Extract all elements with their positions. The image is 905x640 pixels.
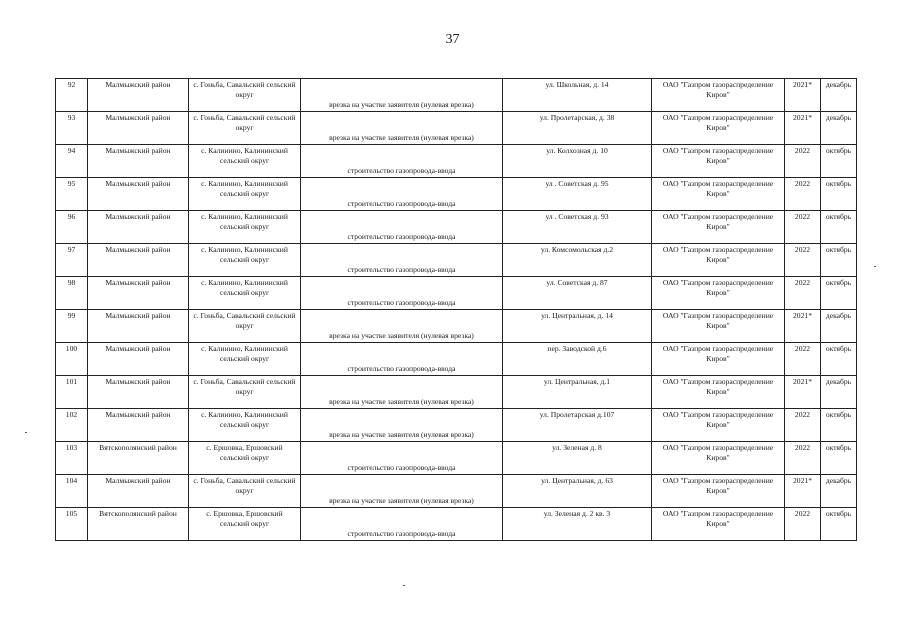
work-type-cell	[301, 178, 503, 211]
address-cell: ул. Комсомольская д.2	[503, 244, 652, 277]
district-cell: Малмыжский район	[88, 475, 189, 508]
work-type-text: врезка на участке заявителя (нулевая врезка)	[329, 397, 474, 406]
row-number-cell: 96	[56, 211, 88, 244]
table-row	[56, 211, 857, 244]
row-number-cell: 97	[56, 244, 88, 277]
work-type-text: строительство газопровода-ввода	[347, 265, 456, 274]
work-type-cell	[301, 277, 503, 310]
settlement-cell: с. Калинино, Калининский сельский округ	[189, 277, 301, 310]
settlement-cell: с. Гоньба, Савальский сельский округ	[189, 475, 301, 508]
work-type-cell	[301, 244, 503, 277]
year-cell: 2021*	[785, 376, 821, 409]
settlement-cell: с. Калинино, Калининский сельский округ	[189, 178, 301, 211]
work-type-cell	[301, 310, 503, 343]
month-cell: октябрь	[821, 145, 857, 178]
district-cell: Малмыжский район	[88, 310, 189, 343]
work-type-cell	[301, 211, 503, 244]
month-cell: декабрь	[821, 79, 857, 112]
district-cell: Вятскополянский район	[88, 508, 189, 541]
work-type-cell	[301, 112, 503, 145]
table-row	[56, 310, 857, 343]
district-cell: Малмыжский район	[88, 277, 189, 310]
year-cell: 2021*	[785, 310, 821, 343]
gas-connection-table	[55, 78, 857, 541]
table-row	[56, 508, 857, 541]
settlement-cell: с. Калинино, Калининский сельский округ	[189, 409, 301, 442]
district-cell: Малмыжский район	[88, 409, 189, 442]
settlement-cell: с. Гоньба, Савальский сельский округ	[189, 310, 301, 343]
district-cell: Малмыжский район	[88, 178, 189, 211]
district-cell: Малмыжский район	[88, 112, 189, 145]
address-cell: ул . Советская д. 95	[503, 178, 652, 211]
address-cell: ул. Центральная, д.1	[503, 376, 652, 409]
table-row	[56, 79, 857, 112]
address-cell: ул. Зеленая д. 8	[503, 442, 652, 475]
district-cell: Малмыжский район	[88, 376, 189, 409]
table-row	[56, 442, 857, 475]
page-number: 37	[445, 32, 460, 47]
work-type-cell	[301, 442, 503, 475]
year-cell: 2022	[785, 343, 821, 376]
address-cell: ул. Центральная, д. 14	[503, 310, 652, 343]
row-number-cell: 105	[56, 508, 88, 541]
row-number-cell: 98	[56, 277, 88, 310]
work-type-text: врезка на участке заявителя (нулевая врезка)	[329, 496, 474, 505]
work-type-text: врезка на участке заявителя (нулевая врезка)	[329, 100, 474, 109]
work-type-cell	[301, 79, 503, 112]
organization-cell: ОАО "Газпром газораспределение Киров"	[652, 475, 785, 508]
address-cell: ул. Советская д. 87	[503, 277, 652, 310]
year-cell: 2021*	[785, 79, 821, 112]
organization-cell: ОАО "Газпром газораспределение Киров"	[652, 508, 785, 541]
month-cell: октябрь	[821, 343, 857, 376]
address-cell: ул. Пролетарская, д. 38	[503, 112, 652, 145]
settlement-cell: с. Калинино, Калининский сельский округ	[189, 211, 301, 244]
month-cell: октябрь	[821, 508, 857, 541]
row-number-cell: 103	[56, 442, 88, 475]
year-cell: 2022	[785, 178, 821, 211]
month-cell: октябрь	[821, 244, 857, 277]
district-cell: Малмыжский район	[88, 145, 189, 178]
organization-cell: ОАО "Газпром газораспределение Киров"	[652, 376, 785, 409]
settlement-cell: с. Ершовка, Ершовский сельский округ	[189, 508, 301, 541]
work-type-cell	[301, 475, 503, 508]
row-number-cell: 95	[56, 178, 88, 211]
work-type-text: строительство газопровода-ввода	[347, 199, 456, 208]
work-type-text: строительство газопровода-ввода	[347, 463, 456, 472]
organization-cell: ОАО "Газпром газораспределение Киров"	[652, 112, 785, 145]
work-type-text: строительство газопровода-ввода	[347, 166, 456, 175]
settlement-cell: с. Калинино, Калининский сельский округ	[189, 343, 301, 376]
work-type-cell	[301, 376, 503, 409]
month-cell: декабрь	[821, 112, 857, 145]
district-cell: Малмыжский район	[88, 244, 189, 277]
settlement-cell: с. Гоньба, Савальский сельский округ	[189, 112, 301, 145]
row-number-cell: 94	[56, 145, 88, 178]
work-type-text: строительство газопровода-ввода	[347, 298, 456, 307]
scan-speck	[25, 432, 27, 433]
settlement-cell: с. Калинино, Калининский сельский округ	[189, 244, 301, 277]
organization-cell: ОАО "Газпром газораспределение Киров"	[652, 211, 785, 244]
work-type-cell	[301, 343, 503, 376]
row-number-cell: 102	[56, 409, 88, 442]
table-row	[56, 376, 857, 409]
month-cell: октябрь	[821, 442, 857, 475]
address-cell: ул. Центральная, д. 63	[503, 475, 652, 508]
month-cell: декабрь	[821, 310, 857, 343]
organization-cell: ОАО "Газпром газораспределение Киров"	[652, 277, 785, 310]
row-number-cell: 93	[56, 112, 88, 145]
table-row	[56, 277, 857, 310]
address-cell: ул . Советская д. 93	[503, 211, 652, 244]
year-cell: 2022	[785, 145, 821, 178]
table-body	[56, 79, 857, 541]
table-row	[56, 178, 857, 211]
table-row	[56, 409, 857, 442]
district-cell: Малмыжский район	[88, 79, 189, 112]
month-cell: октябрь	[821, 211, 857, 244]
table-row	[56, 475, 857, 508]
work-type-cell	[301, 508, 503, 541]
address-cell: ул. Школьная, д. 14	[503, 79, 652, 112]
table-row	[56, 343, 857, 376]
district-cell: Вятскополянский район	[88, 442, 189, 475]
month-cell: декабрь	[821, 475, 857, 508]
month-cell: октябрь	[821, 178, 857, 211]
row-number-cell: 100	[56, 343, 88, 376]
address-cell: пер. Заводской д.6	[503, 343, 652, 376]
organization-cell: ОАО "Газпром газораспределение Киров"	[652, 79, 785, 112]
scan-speck	[874, 266, 876, 267]
organization-cell: ОАО "Газпром газораспределение Киров"	[652, 178, 785, 211]
table-row	[56, 112, 857, 145]
table-row	[56, 145, 857, 178]
month-cell: октябрь	[821, 277, 857, 310]
address-cell: ул. Пролетарская д.107	[503, 409, 652, 442]
settlement-cell: с. Ершовка, Ершовский сельский округ	[189, 442, 301, 475]
month-cell: октябрь	[821, 409, 857, 442]
settlement-cell: с. Гоньба, Савальский сельский округ	[189, 376, 301, 409]
year-cell: 2022	[785, 442, 821, 475]
address-cell: ул. Зеленая д. 2 кв. 3	[503, 508, 652, 541]
work-type-text: врезка на участке заявителя (нулевая врезка)	[329, 430, 474, 439]
address-cell: ул. Колхозная д. 10	[503, 145, 652, 178]
year-cell: 2022	[785, 277, 821, 310]
organization-cell: ОАО "Газпром газораспределение Киров"	[652, 409, 785, 442]
organization-cell: ОАО "Газпром газораспределение Киров"	[652, 244, 785, 277]
year-cell: 2022	[785, 211, 821, 244]
organization-cell: ОАО "Газпром газораспределение Киров"	[652, 343, 785, 376]
row-number-cell: 99	[56, 310, 88, 343]
organization-cell: ОАО "Газпром газораспределение Киров"	[652, 442, 785, 475]
district-cell: Малмыжский район	[88, 343, 189, 376]
year-cell: 2021*	[785, 475, 821, 508]
work-type-cell	[301, 145, 503, 178]
work-type-text: строительство газопровода-ввода	[347, 364, 456, 373]
work-type-text: строительство газопровода-ввода	[347, 232, 456, 241]
row-number-cell: 104	[56, 475, 88, 508]
year-cell: 2022	[785, 409, 821, 442]
work-type-cell	[301, 409, 503, 442]
year-cell: 2022	[785, 244, 821, 277]
year-cell: 2021*	[785, 112, 821, 145]
organization-cell: ОАО "Газпром газораспределение Киров"	[652, 310, 785, 343]
scan-speck	[403, 585, 405, 586]
organization-cell: ОАО "Газпром газораспределение Киров"	[652, 145, 785, 178]
work-type-text: строительство газопровода-ввода	[347, 529, 456, 538]
settlement-cell: с. Гоньба, Савальский сельский округ	[189, 79, 301, 112]
work-type-text: врезка на участке заявителя (нулевая врезка)	[329, 331, 474, 340]
settlement-cell: с. Калинино, Калининский сельский округ	[189, 145, 301, 178]
month-cell: декабрь	[821, 376, 857, 409]
work-type-text: врезка на участке заявителя (нулевая врезка)	[329, 133, 474, 142]
row-number-cell: 101	[56, 376, 88, 409]
table-row	[56, 244, 857, 277]
row-number-cell: 92	[56, 79, 88, 112]
district-cell: Малмыжский район	[88, 211, 189, 244]
year-cell: 2022	[785, 508, 821, 541]
